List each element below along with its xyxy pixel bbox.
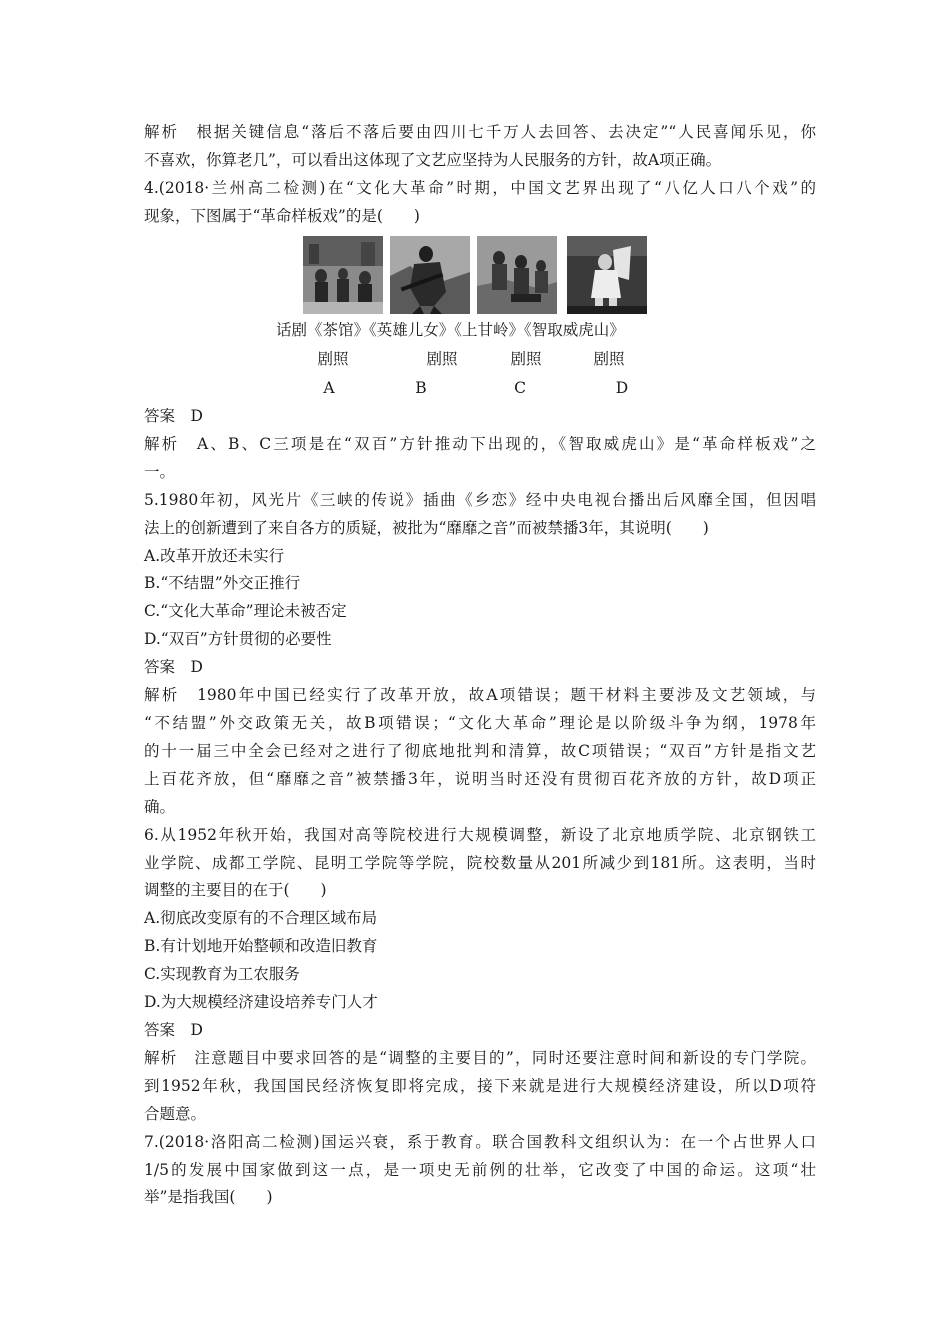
- analysis-q5-line-2: “不结盟”外交政策无关，故B项错误；“文化大革命”理论是以阶级斗争为纲，1978年: [144, 714, 816, 732]
- question-5-line-2: 法上的创新遭到了来自各方的质疑，被批为“靡靡之音”而被禁播3年，其说明( ): [144, 519, 709, 537]
- figure-label-c: C: [514, 379, 526, 397]
- option-5b: B.“不结盟”外交正推行: [144, 574, 301, 592]
- analysis-q4-line-1: 解析 A、B、C三项是在“双百”方针推动下出现的，《智取威虎山》是“革命样板戏”之: [144, 435, 816, 453]
- option-6d: D.为大规模经济建设培养专门人才: [144, 993, 378, 1011]
- option-5d: D.“双百”方针贯彻的必要性: [144, 630, 332, 648]
- question-4-line-1: 4.(2018·兰州高二检测)在“文化大革命”时期，中国文艺界出现了“八亿人口八个戏”的: [144, 179, 816, 197]
- photo-shangganling: [477, 236, 557, 314]
- photo-taking-tiger-mountain: [567, 236, 647, 314]
- question-5-line-1: 5.1980年初，风光片《三峡的传说》插曲《乡恋》经中央电视台播出后风靡全国，但因唱: [144, 491, 816, 509]
- option-5c: C.“文化大革命”理论未被否定: [144, 602, 347, 620]
- question-6-line-1: 6.从1952年秋开始，我国对高等院校进行大规模调整，新设了北京地质学院、北京钢铁工: [144, 826, 816, 844]
- figure-caption-a: 剧照: [317, 350, 349, 368]
- figure-caption-titles: 话剧《茶馆》《英雄儿女》《上甘岭》《智取威虎山》: [276, 321, 625, 339]
- analysis-q5-line-1: 解析 1980年中国已经实行了改革开放，故A项错误；题干材料主要涉及文艺领域，与: [144, 686, 816, 704]
- question-7-line-1: 7.(2018·洛阳高二检测)国运兴衰，系于教育。联合国教科文组织认为：在一个占世界人口: [144, 1133, 816, 1151]
- photo-teahouse: [303, 236, 383, 314]
- figure-label-a: A: [323, 379, 335, 397]
- analysis-q5-line-3: 的十一届三中全会已经对之进行了彻底地批判和清算，故C项错误；“双百”方针是指文艺: [144, 742, 816, 760]
- question-6-line-2: 业学院、成都工学院、昆明工学院等学院，院校数量从201所减少到181所。这表明，当时: [144, 854, 816, 872]
- question-7-line-3: 举”是指我国( ): [144, 1188, 273, 1206]
- option-6c: C.实现教育为工农服务: [144, 965, 300, 983]
- analysis-q6-line-1: 解析 注意题目中要求回答的是“调整的主要目的”，同时还要注意时间和新设的专门学院。: [144, 1049, 816, 1067]
- figure-caption-d: 剧照: [593, 350, 625, 368]
- analysis-q3-line-2: 不喜欢，你算老几”，可以看出这体现了文艺应坚持为人民服务的方针，故A项正确。: [144, 151, 722, 169]
- figure-label-b: B: [415, 379, 427, 397]
- play-photos-figure: [303, 236, 647, 314]
- question-7-line-2: 1/5的发展中国家做到这一点，是一项史无前例的壮举，它改变了中国的命运。这项“壮: [144, 1161, 816, 1179]
- option-5a: A.改革开放还未实行: [144, 547, 285, 565]
- analysis-q5-line-5: 确。: [144, 798, 176, 816]
- question-6-line-3: 调整的主要目的在于( ): [144, 881, 327, 899]
- answer-q5: 答案 D: [144, 658, 203, 676]
- analysis-q3-line-1: 解析 根据关键信息“落后不落后要由四川七千万人去回答、去决定”“人民喜闻乐见，你: [144, 123, 816, 141]
- option-6b: B.有计划地开始整顿和改造旧教育: [144, 937, 378, 955]
- figure-label-d: D: [615, 379, 629, 397]
- option-6a: A.彻底改变原有的不合理区域布局: [144, 909, 378, 927]
- figure-caption-b: 剧照: [426, 350, 458, 368]
- answer-q6: 答案 D: [144, 1021, 203, 1039]
- analysis-q6-line-3: 合题意。: [144, 1105, 207, 1123]
- question-4-line-2: 现象，下图属于“革命样板戏”的是( ): [144, 207, 420, 225]
- analysis-q4-line-2: 一。: [144, 463, 176, 481]
- analysis-q5-line-4: 上百花齐放，但“靡靡之音”被禁播3年，说明当时还没有贯彻百花齐放的方针，故D项正: [144, 770, 816, 788]
- figure-caption-c: 剧照: [510, 350, 542, 368]
- photo-heroic-sons-and-daughters: [390, 236, 470, 314]
- analysis-q6-line-2: 到1952年秋，我国国民经济恢复即将完成，接下来就是进行大规模经济建设，所以D项符: [144, 1077, 816, 1095]
- answer-q4: 答案 D: [144, 407, 203, 425]
